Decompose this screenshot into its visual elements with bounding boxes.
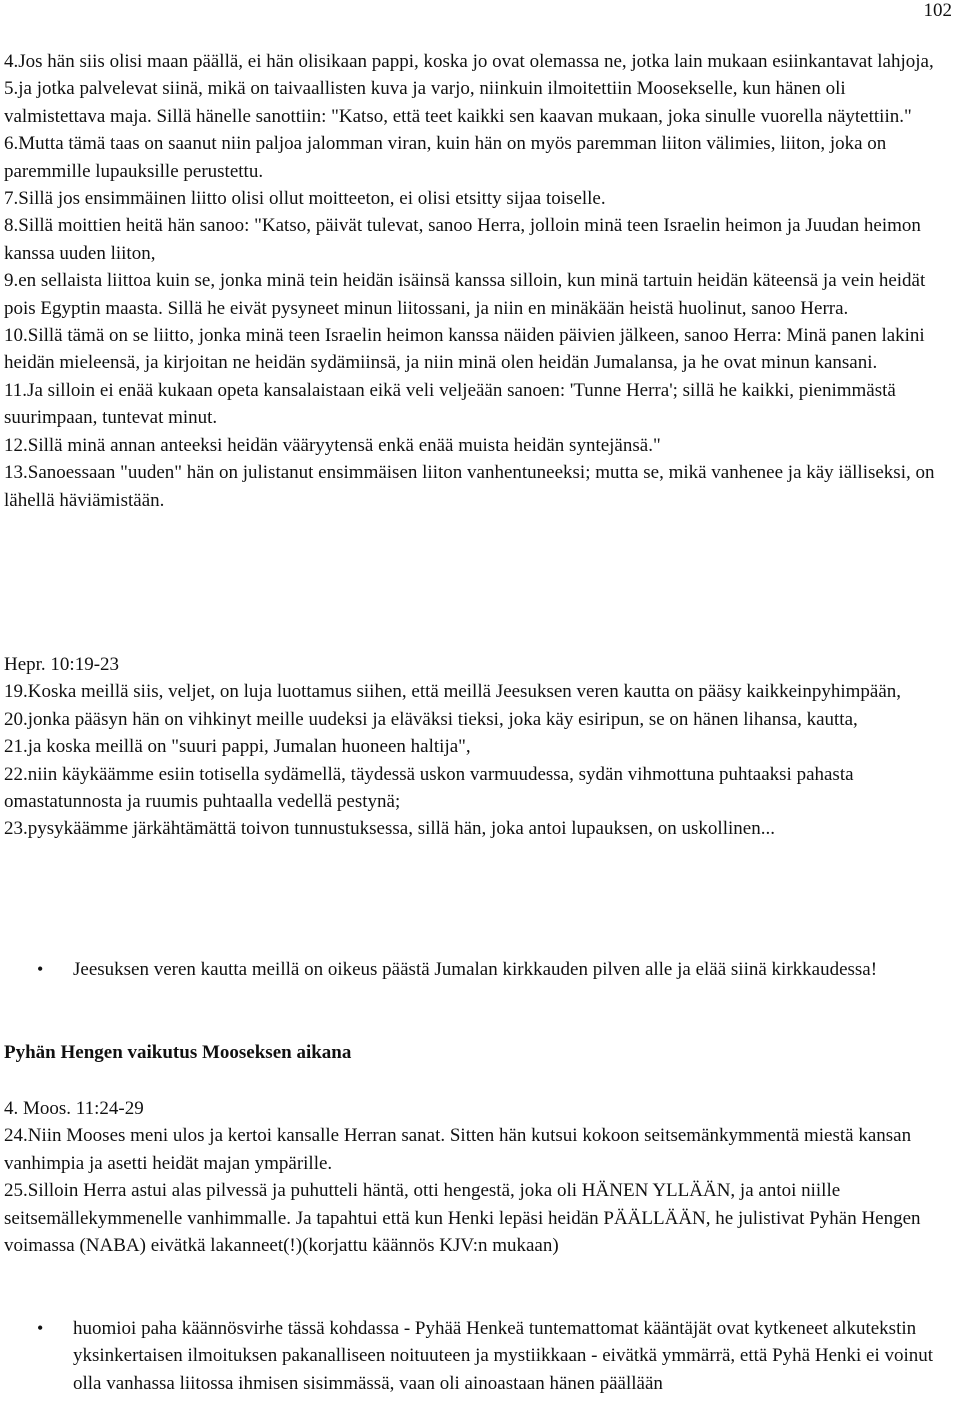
verse-6: 6.Mutta tämä taas on saanut niin paljoa jalomman viran, kuin hän on myös paremman liiton välimies, liiton, joka on paremmille lupauksille perustettu. (4, 133, 887, 182)
bullet-text: Jeesuksen veren kautta meillä on oikeus päästä Jumalan kirkkauden pilven alle ja elää siinä kirkkaudessa! (73, 959, 878, 980)
verse-7: 7.Sillä jos ensimmäinen liitto olisi ollut moitteeton, ei olisi etsitty sijaa toiselle. (4, 188, 606, 210)
verse-21: 21.ja koska meillä on "suuri pappi, Jumalan huoneen haltija", (4, 736, 471, 758)
verse-11: 11.Ja silloin ei enää kukaan opeta kansalaistaan eikä veli veljeään sanoen: 'Tunne Herra'; sillä he kaikki, pienimmästä suurimpaan, tuntevat minut. (4, 379, 896, 429)
verse-8: 8.Sillä moittien heitä hän sanoo: "Katso, päivät tulevat, sanoo Herra, jolloin minä teen Israelin heimon ja Juudan heimon kanssa uuden liiton, (4, 215, 921, 264)
verse-19: 19.Koska meillä siis, veljet, on luja luottamus siihen, että meillä Jeesuksen veren kautta on pääsy kaikkeinpyhimpään, (4, 681, 902, 703)
verse-25: 25.Silloin Herra astui alas pilvessä ja puhutteli häntä, otti hengestä, joka oli HÄNEN YLLÄÄN, ja antoi niille seitsemällekymmenelle vanhimmalle. Ja tapahtui että kun Henki lepäsi heidän PÄÄLLÄÄN, he julistivat Pyhän Hengen voimassa (NABA) eivätkä lakanneet(!)(korjattu käännös KJV:n mukaan) (4, 1180, 921, 1257)
verse-23: 23.pysykäämme järkähtämättä toivon tunnustuksessa, sillä hän, joka antoi lupauksen, on uskollinen... (4, 818, 775, 840)
verse-12: 12.Sillä minä annan anteeksi heidän vääryytensä enkä enää muista heidän syntejänsä." (4, 434, 661, 456)
section-heading: Pyhän Hengen vaikutus Mooseksen aikana (4, 1042, 352, 1063)
scripture-reference: 4. Moos. 11:24-29 (4, 1098, 144, 1119)
bullet-note-1 (37, 956, 947, 983)
bullet-icon: • (37, 1318, 44, 1338)
section-heading-block (4, 1039, 944, 1066)
verse-22: 22.niin käykäämme esiin totisella sydämellä, täydessä uskon varmuudessa, sydän vihmottuna puhtaaksi pahasta omastatunnosta ja ruumis puhtaalla vedellä pestynä; (4, 763, 854, 813)
bullet-icon: • (37, 959, 44, 979)
scripture-reference: Hepr. 10:19-23 (4, 654, 120, 675)
verse-24: 24.Niin Mooses meni ulos ja kertoi kansalle Herran sanat. Sitten hän kutsui kokoon seitsemänkymmentä miestä kansan vanhimpia ja asetti heidät majan ympärille. (4, 1125, 912, 1174)
verse-9: 9.en sellaista liittoa kuin se, jonka minä tein heidän isäinsä kanssa silloin, kun minä tartuin heidän käteensä ja vein heidät pois Egyptin maasta. Sillä he eivät pysyneet minun liitossani, ja niin en minäkään heistä huolinut, sanoo Herra. (4, 270, 926, 319)
bullet-text: huomioi paha käännösvirhe tässä kohdassa - Pyhää Henkeä tuntemattomat kääntäjät ovat kytkeneet alkutekstin yksinkertaisen ilmoituksen pakanalliseen noituuteen ja mystiikkaan - eivätkä ymmärrä, että Pyhä Henki ei voinut olla vanhassa liitossa ihmisen sisimmässä, vaan oli ainoastaan hänen päällään (73, 1318, 934, 1394)
verse-10: 10.Sillä tämä on se liitto, jonka minä teen Israelin heimon kanssa näiden päivien jälkeen, sanoo Herra: Minä panen lakini heidän mieleensä, ja kirjoitan ne heidän sydämiinsä, ja niin minä olen heidän Jumalansa, ja he ovat minun kansani. (4, 325, 925, 374)
verse-5: 5.ja jotka palvelevat siinä, mikä on taivaallisten kuva ja varjo, niinkuin ilmoitettiin Moosekselle, kun hänen oli valmistettava maja. Sillä hänelle sanottiin: "Katso, että teet kaikki sen kaavan mukaan, joka sinulle vuorella näytettiin." (4, 78, 912, 127)
scripture-section-hebrews-8 (4, 48, 944, 514)
verse-4: 4.Jos hän siis olisi maan päällä, ei hän olisikaan pappi, koska jo ovat olemassa ne, jotka lain mukaan esiinkantavat lahjoja, (4, 51, 934, 72)
page-number: 102 (923, 0, 952, 21)
verse-20: 20.jonka pääsyn hän on vihkinyt meille uudeksi ja eläväksi tieksi, joka käy esiripun, se on hänen lihansa, kautta, (4, 708, 858, 730)
verse-13: 13.Sanoessaan "uuden" hän on julistanut ensimmäisen liiton vanhentuneeksi; mutta se, mikä vanhenee ja käy iälliseksi, on lähellä häviämistään. (4, 462, 935, 511)
scripture-section-hebrews-10 (4, 651, 944, 843)
scripture-section-numbers-11 (4, 1095, 944, 1259)
bullet-note-2 (37, 1315, 952, 1397)
